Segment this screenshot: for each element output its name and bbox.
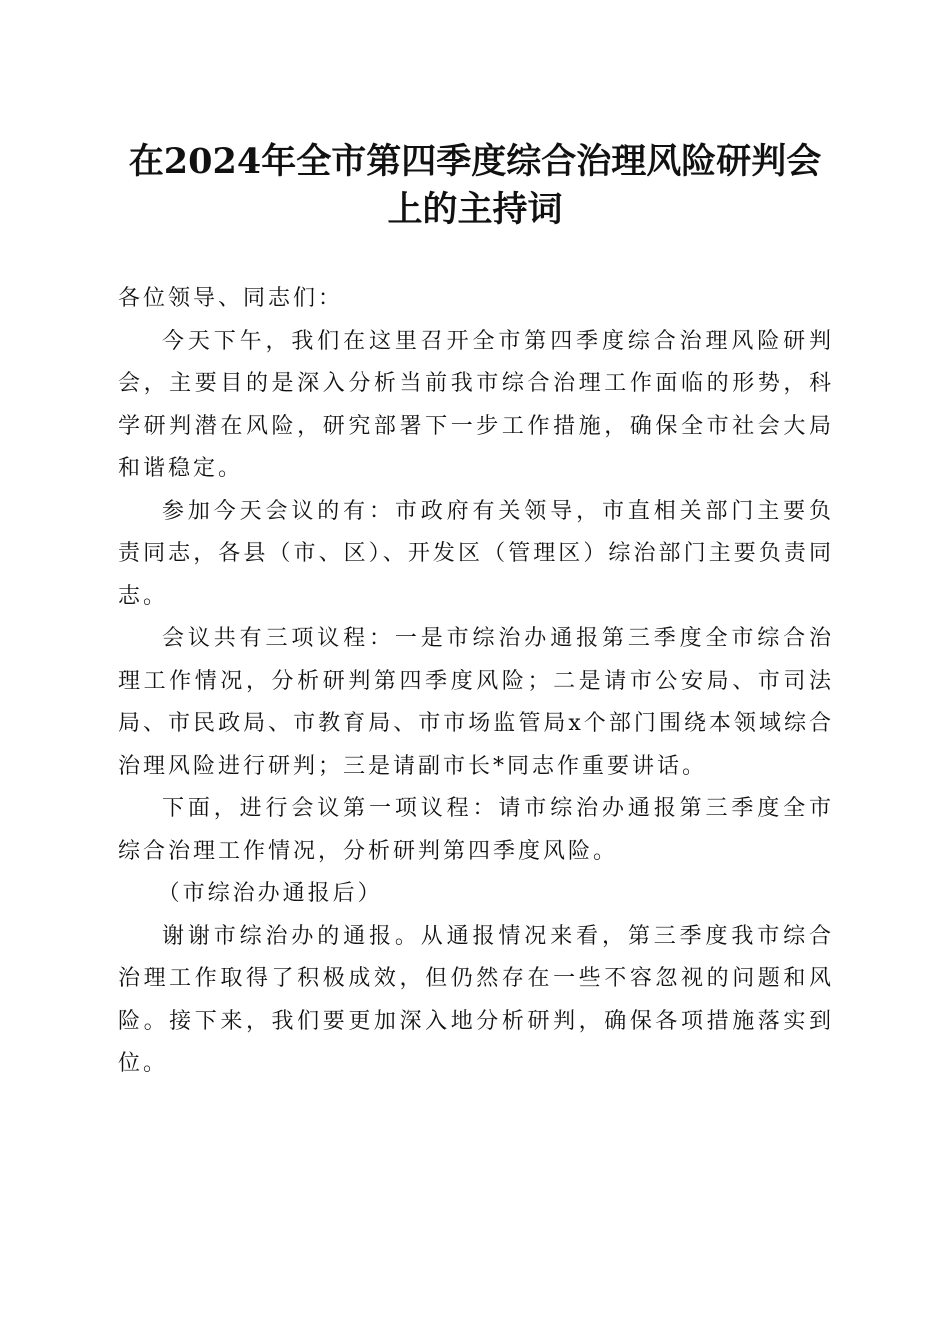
document-body xyxy=(118,278,834,1086)
paragraph-opening: 今天下午，我们在这里召开全市第四季度综合治理风险研判会，主要目的是深入分析当前我市综合治理工作面临的形势，科学研判潜在风险，研究部署下一步工作措施，确保全市社会大局和谐稳定。 xyxy=(118,328,834,481)
document-title xyxy=(110,138,840,234)
stage-note: （市综治办通报后） xyxy=(157,881,383,906)
paragraph-agenda: 会议共有三项议程：一是市综治办通报第三季度全市综合治理工作情况，分析研判第四季度风险；二是请市公安局、市司法局、市民政局、市教育局、市市场监管局x个部门围绕本领域综合治理风险进行研判；三是请副市长*同志作重要讲话。 xyxy=(118,626,834,779)
title-line-1: 在2024年全市第四季度综合治理风险研判会 xyxy=(128,141,822,182)
paragraph-closing: 谢谢市综治办的通报。从通报情况来看，第三季度我市综合治理工作取得了积极成效，但仍然存在一些不容忽视的问题和风险。接下来，我们要更加深入地分析研判，确保各项措施落实到位。 xyxy=(118,923,834,1076)
salutation: 各位领导、同志们： xyxy=(118,286,344,311)
title-line-2: 上的主持词 xyxy=(387,189,563,230)
paragraph-first-item: 下面，进行会议第一项议程：请市综治办通报第三季度全市综合治理工作情况，分析研判第四季度风险。 xyxy=(118,796,834,864)
paragraph-attendees: 参加今天会议的有：市政府有关领导，市直相关部门主要负责同志，各县（市、区）、开发区（管理区）综治部门主要负责同志。 xyxy=(118,498,834,609)
